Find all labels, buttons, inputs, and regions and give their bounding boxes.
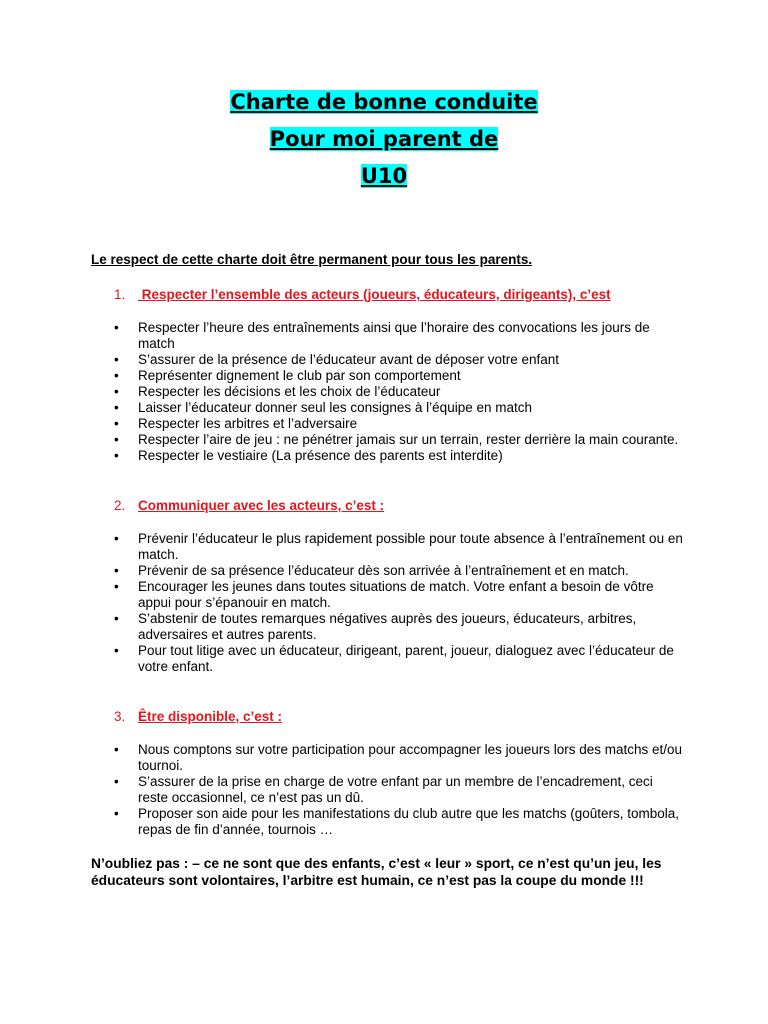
title-line-3 — [0, 158, 768, 195]
list-item: • Respecter les décisions et les choix de l’éducateur — [114, 384, 684, 400]
list-item: • S’assurer de la présence de l’éducateur avant de déposer votre enfant — [114, 352, 684, 368]
section-1-title — [114, 287, 611, 302]
list-item: • Respecter l’heure des entraînements ainsi que l’horaire des convocations les jours de match — [114, 320, 684, 352]
title-line-2 — [0, 121, 768, 158]
list-item: • S’assurer de la prise en charge de votre enfant par un membre de l’encadrement, ceci reste occasionnel, ce n’est pas un dû. — [114, 774, 684, 806]
title-line-2-text: Pour moi parent de — [269, 127, 499, 151]
section-2-heading: Communiquer avec les acteurs, c’est : — [138, 498, 385, 513]
list-item: • Prévenir l’éducateur le plus rapidement possible pour toute absence à l’entraînement ou en match. — [114, 531, 684, 563]
title-line-1 — [0, 84, 768, 121]
document-title — [0, 84, 768, 195]
list-item: • Respecter l’aire de jeu : ne pénétrer jamais sur un terrain, rester derrière la main courante. — [114, 432, 684, 448]
list-item: • Prévenir de sa présence l’éducateur dès son arrivée à l’entraînement et en match. — [114, 563, 684, 579]
section-2-list — [114, 531, 684, 675]
section-3-title — [114, 709, 282, 724]
section-1-heading: Respecter l’ensemble des acteurs (joueurs, éducateurs, dirigeants), c’est — [138, 287, 611, 302]
list-item: • Proposer son aide pour les manifestations du club autre que les matchs (goûters, tombola, repas de fin d’année, tournois … — [114, 806, 684, 838]
list-item: • Respecter le vestiaire (La présence des parents est interdite) — [114, 448, 684, 464]
section-1-number: 1. — [114, 287, 126, 302]
list-item: • S’abstenir de toutes remarques négatives auprès des joueurs, éducateurs, arbitres, adversaires et autres parents. — [114, 611, 684, 643]
list-item: • Pour tout litige avec un éducateur, dirigeant, parent, joueur, dialoguez avec l’éducateur de votre enfant. — [114, 643, 684, 675]
section-3-number: 3. — [114, 709, 126, 724]
section-1-list — [114, 320, 684, 464]
section-2-number: 2. — [114, 498, 126, 513]
closing-paragraph: N’oubliez pas : – ce ne sont que des enfants, c’est « leur » sport, ce n’est qu’un jeu, les éducateurs sont volontaires, l’arbitre est humain, ce n’est pas la coupe du monde !!! — [91, 856, 662, 888]
section-2-title — [114, 498, 384, 513]
list-item: • Encourager les jeunes dans toutes situations de match. Votre enfant a besoin de vôtre appui pour s’épanouir en match. — [114, 579, 684, 611]
title-line-3-text: U10 — [360, 164, 408, 188]
list-item: • Laisser l’éducateur donner seul les consignes à l’équipe en match — [114, 400, 684, 416]
list-item: • Nous comptons sur votre participation pour accompagner les joueurs lors des matchs et/ou tournoi. — [114, 742, 684, 774]
list-item: • Représenter dignement le club par son comportement — [114, 368, 684, 384]
list-item: • Respecter les arbitres et l’adversaire — [114, 416, 684, 432]
section-3-heading: Être disponible, c’est : — [138, 709, 283, 724]
title-line-1-text: Charte de bonne conduite — [230, 90, 538, 114]
intro-paragraph: Le respect de cette charte doit être permanent pour tous les parents. — [91, 252, 533, 267]
section-3-list — [114, 742, 684, 838]
